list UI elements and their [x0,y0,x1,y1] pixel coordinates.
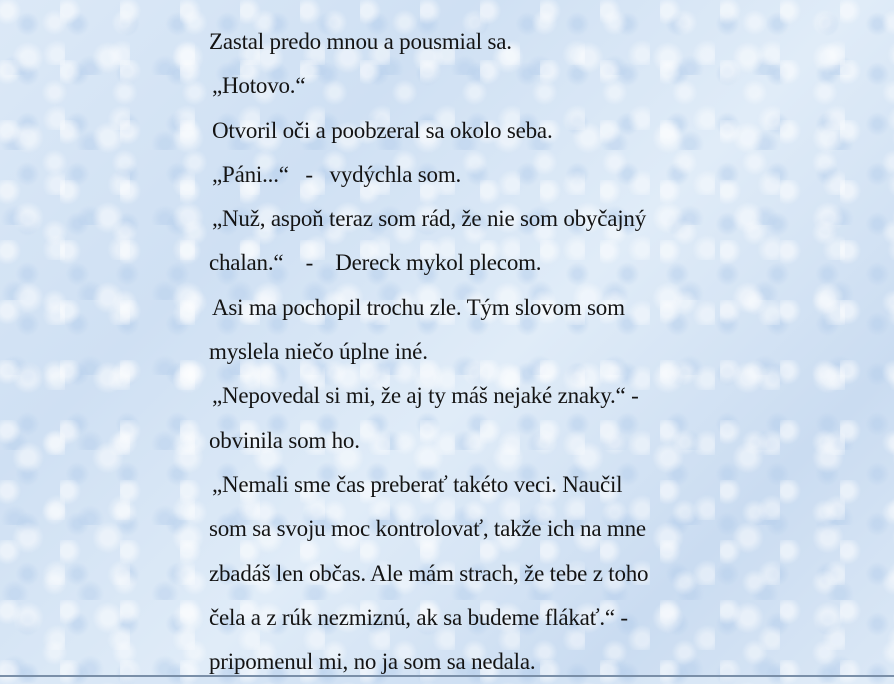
text-line: som sa svoju moc kontrolovať, takže ich na mne [209,516,646,542]
text-line: Zastal predo mnou a pousmial sa. [209,29,512,54]
text-line: „Nepovedal si mi, že aj ty máš nejaké znaky.“ - [212,383,639,409]
text-line: „Nuž, aspoň teraz som rád, že nie som obyčajný [212,206,647,232]
text-line: chalan.“ - Dereck mykol plecom. [209,250,542,276]
text-line: pripomenul mi, no ja som sa nedala. [209,649,536,675]
document-page [209,20,829,684]
text-line: čela a z rúk nezmiznú, ak sa budeme flákať.“ - [209,604,628,630]
text-line: Asi ma pochopil trochu zle. Tým slovom som [212,294,625,320]
text-line: myslela niečo úplne iné. [209,339,428,365]
text-line: obvinila som ho. [209,427,360,453]
text-line: „Páni...“ - vydýchla som. [212,161,462,187]
text-line: „Nemali sme čas preberať takéto veci. Naučil [212,471,623,497]
text-line: Otvoril oči a poobzeral sa okolo seba. [212,117,553,143]
text-line: „Hotovo.“ [212,73,306,99]
text-line: zbadáš len občas. Ale mám strach, že tebe z toho [209,560,649,586]
